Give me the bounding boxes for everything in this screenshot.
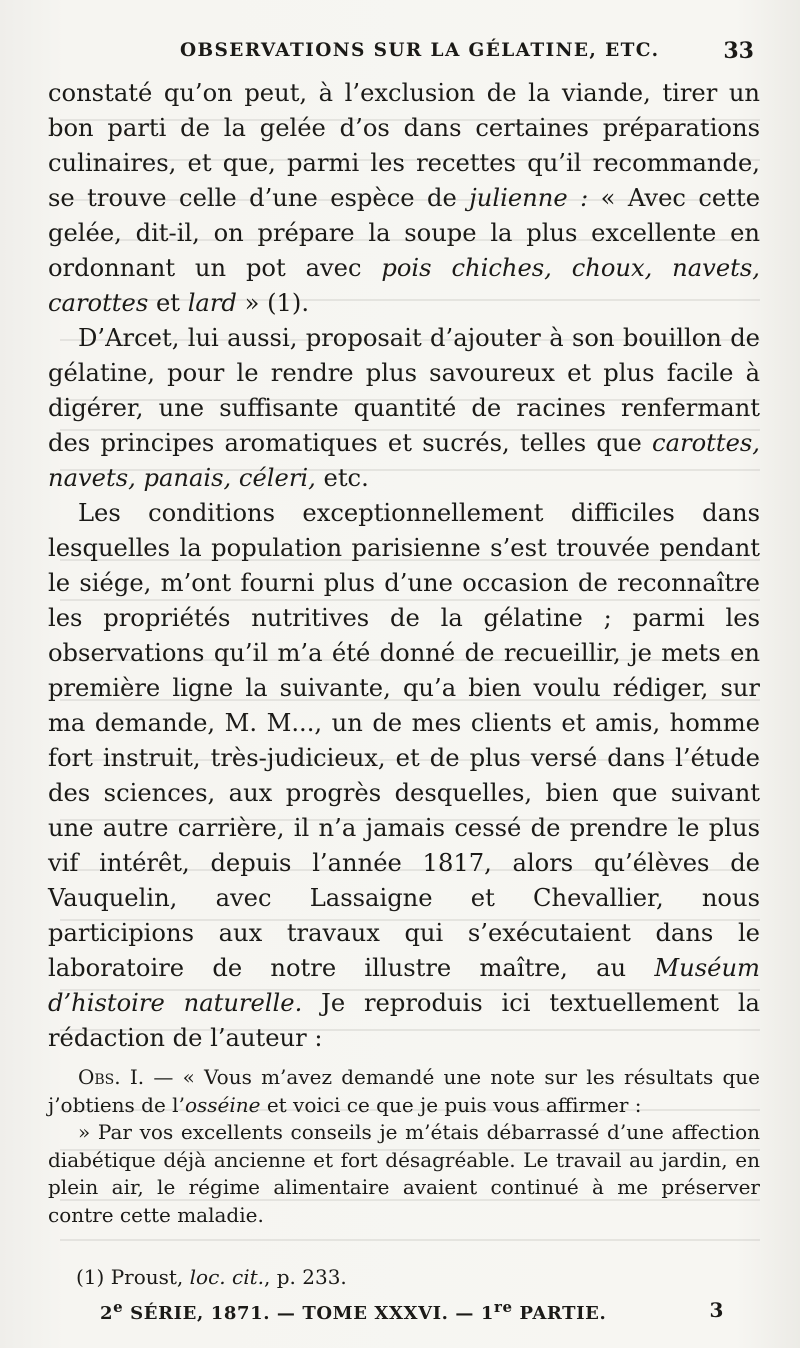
observation-text: — « Vous m’avez demandé une note sur les résultats que j’obtiens de l’ <box>48 1065 760 1117</box>
series-sup: e <box>113 1298 124 1316</box>
series-text: SÉRIE, 1871. — TOME XXXVI. — 1 <box>123 1303 494 1324</box>
part-sup: re <box>494 1298 513 1316</box>
main-text <box>48 76 760 1056</box>
paragraph-1-text-4: » (1). <box>236 289 310 317</box>
running-header <box>48 34 762 68</box>
italic-vegetables: pois chiches, choux, navets, carottes <box>48 254 760 317</box>
paragraph-1-text: constaté qu’on peut, à l’exclusion de la viande, tirer un bon parti de la gelée d’os dans certaines préparations culinaires, et que, parmi les recettes qu’il recommande, se trouve celle d’une espèce de <box>48 79 760 212</box>
italic-loc-cit: loc. cit. <box>189 1265 265 1289</box>
paragraph-1-text-3: et <box>148 289 188 317</box>
italic-roots: carottes, navets, panais, céleri, <box>48 429 760 492</box>
paragraph-3 <box>48 496 760 1056</box>
paragraph-2 <box>48 321 760 496</box>
paragraph-3-text-2: Je reproduis ici textuellement la rédaction de l’auteur : <box>48 989 760 1052</box>
part-text: PARTIE. <box>512 1303 607 1324</box>
series-info <box>100 1298 606 1324</box>
paragraph-2-text: D’Arcet, lui aussi, proposait d’ajouter à son bouillon de gélatine, pour le rendre plus savoureux et plus facile à digérer, une suffisante quantité de racines renfermant des principes aromatiques et sucrés, telles que <box>48 324 760 457</box>
page-number: 33 <box>723 38 754 64</box>
footnote-text: (1) Proust, <box>76 1265 190 1289</box>
footnote <box>76 1265 347 1289</box>
observation-paragraph-1 <box>48 1064 760 1119</box>
signature-line <box>100 1298 724 1326</box>
paragraph-1-text-2: « Avec cette gelée, dit-il, on prépare la soupe la plus excellente en ordonnant un pot avec <box>48 184 761 282</box>
paragraph-2-text-2: etc. <box>315 464 369 492</box>
paragraph-3-text: Les conditions exceptionnellement difficiles dans lesquelles la population parisienne s’est trouvée pendant le siége, m’ont fourni plus d’une occasion de reconnaître les propriétés nutritives de la gélatine ; parmi les observations qu’il m’a été donné de recueillir, je mets en première ligne la suivante, qu’a bien voulu rédiger, sur ma demande, M. M..., un de mes clients et amis, homme fort instruit, très-judicieux, et de plus versé dans l’étude des sciences, aux progrès desquelles, bien que suivant une autre carrière, il n’a jamais cessé de prendre le plus vif intérêt, depuis l’année 1817, alors qu’élèves de Vauquelin, avec Lassaigne et Chevallier, nous participions aux travaux qui s’exécutaient dans le laboratoire de notre illustre maître, au <box>48 499 760 982</box>
italic-osseine: osséine <box>184 1092 261 1117</box>
italic-museum: Muséum d’histoire naturelle. <box>48 954 760 1017</box>
running-title: OBSERVATIONS SUR LA GÉLATINE, ETC. <box>180 40 660 61</box>
italic-julienne: julienne : <box>469 184 589 212</box>
paragraph-1 <box>48 76 760 321</box>
observation-quote <box>48 1064 760 1229</box>
footnote-text-2: , p. 233. <box>264 1265 347 1289</box>
observation-paragraph-2: » Par vos excellents conseils je m’étais débarrassé d’une affection diabétique déjà ancienne et fort désagréable. Le travail au jardin, en plein air, le régime alimentaire avaient continué à me préserver contre cette maladie. <box>48 1120 760 1227</box>
observation-text-2: et voici ce que je puis vous affirmer : <box>260 1092 642 1117</box>
italic-lard: lard <box>187 289 237 317</box>
signature-mark: 3 <box>709 1298 724 1322</box>
observation-label: Obs. I. <box>78 1065 145 1089</box>
series-number: 2 <box>100 1303 114 1324</box>
